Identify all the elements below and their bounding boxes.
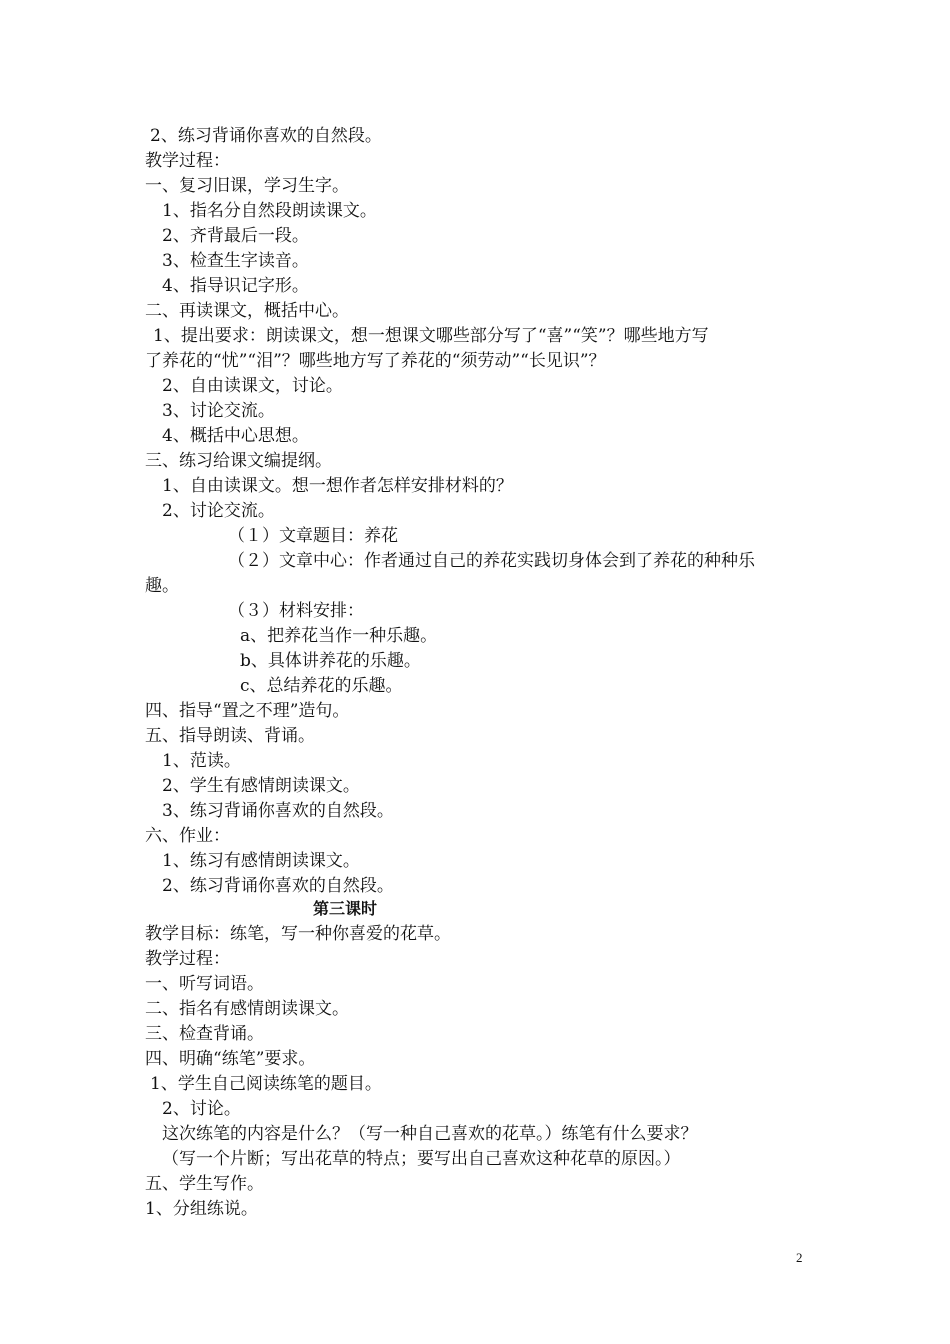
text-line: 4、指导识记字形。 bbox=[162, 276, 309, 296]
text-line: 教学过程： bbox=[145, 151, 230, 171]
text-line: 教学目标：练笔，写一种你喜爱的花草。 bbox=[145, 924, 451, 944]
text-line: c、总结养花的乐趣。 bbox=[240, 676, 403, 696]
page-number: 2 bbox=[796, 1250, 803, 1265]
text-line: （１）文章题目：养花 bbox=[228, 526, 398, 546]
text-line: 五、指导朗读、背诵。 bbox=[145, 726, 315, 746]
text-line: 这次练笔的内容是什么？（写一种自己喜欢的花草。）练笔有什么要求？ bbox=[162, 1124, 698, 1144]
text-line: 2、练习背诵你喜欢的自然段。 bbox=[150, 126, 382, 146]
text-line: 1、指名分自然段朗读课文。 bbox=[162, 201, 377, 221]
text-line: 1、自由读课文。想一想作者怎样安排材料的？ bbox=[162, 476, 513, 496]
text-line: 2、自由读课文，讨论。 bbox=[162, 376, 343, 396]
text-line: b、具体讲养花的乐趣。 bbox=[240, 651, 421, 671]
text-line: 1、范读。 bbox=[162, 751, 241, 771]
text-line: 2、学生有感情朗读课文。 bbox=[162, 776, 360, 796]
text-line: 教学过程： bbox=[145, 949, 230, 969]
text-line: 一、复习旧课，学习生字。 bbox=[145, 176, 349, 196]
text-line: 三、检查背诵。 bbox=[145, 1024, 264, 1044]
text-line: 4、概括中心思想。 bbox=[162, 426, 309, 446]
text-line: 四、明确“练笔”要求。 bbox=[145, 1049, 316, 1069]
text-line: a、把养花当作一种乐趣。 bbox=[240, 626, 438, 646]
text-line: 1、提出要求：朗读课文，想一想课文哪些部分写了“喜”“笑”？哪些地方写 bbox=[153, 326, 709, 346]
text-line: 2、讨论。 bbox=[162, 1099, 241, 1119]
text-line: 2、齐背最后一段。 bbox=[162, 226, 309, 246]
text-line: 二、再读课文，概括中心。 bbox=[145, 301, 349, 321]
text-line: 一、听写词语。 bbox=[145, 974, 264, 994]
text-line: 二、指名有感情朗读课文。 bbox=[145, 999, 349, 1019]
text-line: 三、练习给课文编提纲。 bbox=[145, 451, 332, 471]
text-line: 了养花的“忧”“泪”？哪些地方写了养花的“须劳动”“长见识”？ bbox=[145, 351, 606, 371]
text-line: 四、指导“置之不理”造句。 bbox=[145, 701, 350, 721]
text-line: 3、检查生字读音。 bbox=[162, 251, 309, 271]
text-line: 2、讨论交流。 bbox=[162, 501, 275, 521]
text-line: （写一个片断；写出花草的特点；要写出自己喜欢这种花草的原因。） bbox=[162, 1149, 681, 1169]
text-line: 1、分组练说。 bbox=[145, 1199, 258, 1219]
text-line: 3、练习背诵你喜欢的自然段。 bbox=[162, 801, 394, 821]
text-line: 趣。 bbox=[145, 576, 179, 596]
text-line: 2、练习背诵你喜欢的自然段。 bbox=[162, 876, 394, 896]
text-line: （３）材料安排： bbox=[228, 601, 364, 621]
text-line: 1、练习有感情朗读课文。 bbox=[162, 851, 360, 871]
text-line: 1、学生自己阅读练笔的题目。 bbox=[150, 1074, 382, 1094]
text-line: （２）文章中心：作者通过自己的养花实践切身体会到了养花的种种乐 bbox=[228, 551, 755, 571]
text-line: 五、学生写作。 bbox=[145, 1174, 264, 1194]
text-line: 3、讨论交流。 bbox=[162, 401, 275, 421]
text-line: 六、作业： bbox=[145, 826, 230, 846]
section-heading: 第三课时 bbox=[312, 899, 377, 918]
